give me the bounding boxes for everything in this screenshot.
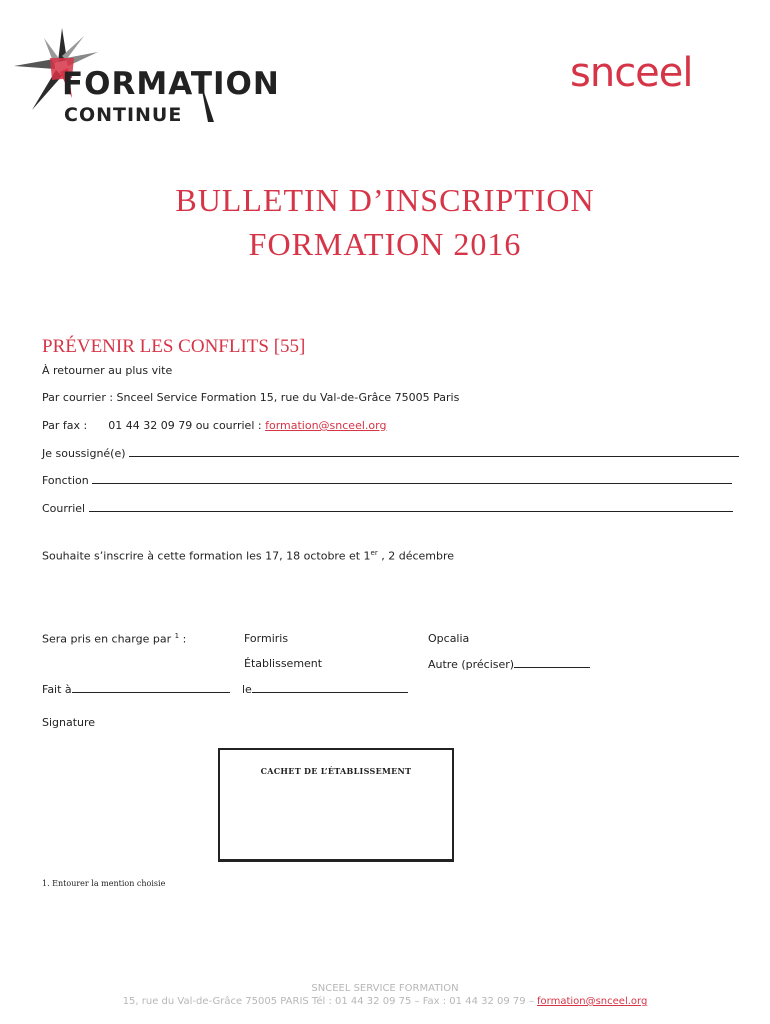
undersigned-label: Je soussigné(e) (42, 447, 126, 460)
footer-title: SNCEEL SERVICE FORMATION (311, 983, 459, 994)
footer-email-link[interactable]: formation@snceel.org (537, 996, 648, 1007)
enrolment-text: Souhaite s’inscrire à cette formation les 17, 18 octobre et 1 (42, 549, 371, 563)
logo-formation-word: FORMATION (62, 66, 280, 102)
function-label: Fonction (42, 474, 89, 487)
date-field[interactable]: le (242, 682, 408, 696)
snceel-logo (570, 46, 730, 106)
signature-label: Signature (42, 716, 96, 729)
option-autre[interactable]: Autre (préciser) (428, 657, 590, 671)
function-field[interactable] (42, 473, 732, 487)
enrolment-statement (42, 549, 454, 563)
date-blank[interactable] (252, 682, 408, 693)
fax-number: 01 44 32 09 79 ou courriel : (108, 419, 266, 432)
option-formiris[interactable]: Formiris (244, 632, 289, 645)
email-field[interactable] (42, 501, 733, 515)
fax-label: Par fax : (42, 419, 88, 432)
logo-snceel-word: snceel (570, 50, 693, 96)
place-blank[interactable] (72, 682, 230, 693)
funding-label: Sera pris en charge par $^1$ : (42, 632, 187, 646)
course-title: PRÉVENIR LES CONFLITS [55] (42, 336, 306, 357)
page-title-line2: FORMATION 2016 (248, 226, 522, 262)
stamp-label: CACHET DE L’ÉTABLISSEMENT (260, 766, 412, 776)
fax-line (42, 419, 386, 432)
footer-contact: 15, rue du Val-de-Grâce 75005 PARIS Tél : 01 44 32 09 75 – Fax : 01 44 32 09 79 – formation@snceel.org (122, 996, 648, 1007)
option-opcalia[interactable]: Opcalia (428, 632, 470, 645)
email-label: Courriel (42, 502, 86, 515)
enrolment-sup: er (370, 549, 378, 557)
place-field[interactable]: Fait à (42, 682, 230, 696)
enrolment-text-end: , 2 décembre (377, 549, 455, 563)
footnote: 1. Entourer la mention choisie (42, 879, 166, 888)
formation-continue-logo (14, 22, 289, 126)
page-title-line1: BULLETIN D’INSCRIPTION (175, 182, 595, 218)
undersigned-blank[interactable] (129, 446, 739, 457)
stamp-box[interactable] (218, 748, 454, 862)
autre-blank[interactable] (514, 657, 590, 668)
undersigned-field[interactable] (42, 446, 739, 460)
return-note: À retourner au plus vite (42, 364, 173, 377)
function-blank[interactable] (92, 473, 732, 484)
mail-address: Par courrier : Snceel Service Formation 15, rue du Val-de-Grâce 75005 Paris (42, 391, 460, 404)
logo-continue-word: CONTINUE (64, 104, 183, 126)
option-etablissement[interactable]: Établissement (244, 657, 323, 670)
email-link[interactable]: formation@snceel.org (265, 419, 387, 432)
email-blank[interactable] (89, 501, 733, 512)
